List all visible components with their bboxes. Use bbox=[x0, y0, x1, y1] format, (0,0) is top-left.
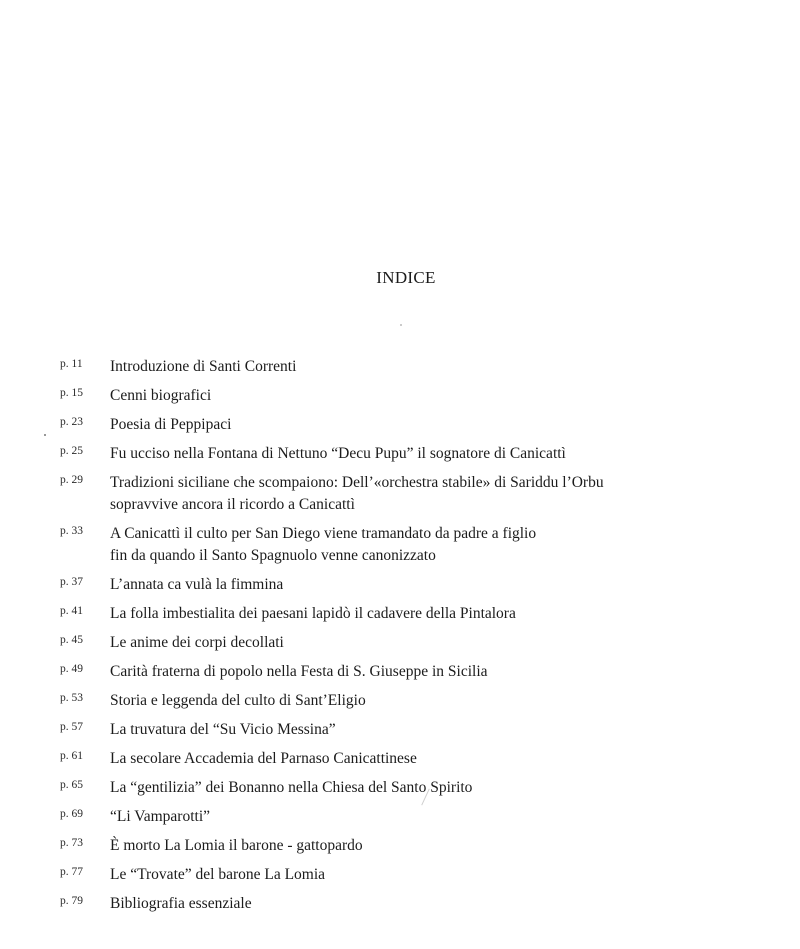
toc-entry-title bbox=[110, 574, 800, 596]
toc-entry-title bbox=[110, 443, 800, 465]
toc-page-number: p. 69 bbox=[60, 808, 83, 820]
toc-page-number: p. 61 bbox=[60, 750, 83, 762]
toc-entry bbox=[0, 443, 800, 465]
toc-entry bbox=[0, 893, 800, 915]
toc-entry-line: La “gentilizia” dei Bonanno nella Chiesa del Santo Spirito bbox=[110, 779, 473, 796]
toc-page-number: p. 45 bbox=[60, 634, 83, 646]
toc-entry bbox=[0, 748, 800, 770]
toc-entry-title bbox=[110, 806, 800, 828]
toc-page-number: p. 77 bbox=[60, 866, 83, 878]
table-of-contents bbox=[0, 356, 800, 922]
toc-entry-line: La truvatura del “Su Vicio Messina” bbox=[110, 721, 336, 738]
toc-entry-title bbox=[110, 523, 800, 567]
toc-page-number: p. 79 bbox=[60, 895, 83, 907]
toc-page-number: p. 15 bbox=[60, 387, 83, 399]
toc-entry bbox=[0, 603, 800, 625]
toc-page-number: p. 23 bbox=[60, 416, 83, 428]
toc-entry-line: Cenni biografici bbox=[110, 387, 212, 404]
page-title: INDICE bbox=[376, 268, 436, 287]
toc-entry-title bbox=[110, 719, 800, 741]
toc-page-number: p. 57 bbox=[60, 721, 83, 733]
toc-entry bbox=[0, 661, 800, 683]
toc-entry-title bbox=[110, 893, 800, 915]
toc-entry bbox=[0, 385, 800, 407]
toc-page-number: p. 53 bbox=[60, 692, 83, 704]
toc-entry-line: Le anime dei corpi decollati bbox=[110, 634, 284, 651]
toc-entry-line: fin da quando il Santo Spagnuolo venne canonizzato bbox=[110, 547, 436, 564]
toc-entry bbox=[0, 632, 800, 654]
toc-entry bbox=[0, 864, 800, 886]
toc-entry-title bbox=[110, 632, 800, 654]
toc-page-number: p. 73 bbox=[60, 837, 83, 849]
toc-entry-title bbox=[110, 777, 800, 799]
toc-entry-line: Storia e leggenda del culto di Sant’Eligio bbox=[110, 692, 366, 709]
toc-entry bbox=[0, 690, 800, 712]
toc-entry-title bbox=[110, 414, 800, 436]
toc-entry bbox=[0, 574, 800, 596]
toc-entry-line: A Canicattì il culto per San Diego viene tramandato da padre a figlio bbox=[110, 525, 537, 542]
toc-page-number: p. 49 bbox=[60, 663, 83, 675]
toc-entry-title bbox=[110, 661, 800, 683]
toc-entry-title bbox=[110, 356, 800, 378]
toc-entry-line: Introduzione di Santi Correnti bbox=[110, 358, 297, 375]
toc-entry-line: Le “Trovate” del barone La Lomia bbox=[110, 866, 326, 883]
toc-page-number: p. 33 bbox=[60, 525, 83, 537]
toc-entry-line: L’annata ca vulà la fimmina bbox=[110, 576, 284, 593]
toc-entry-line: Poesia di Peppipaci bbox=[110, 416, 232, 433]
toc-entry bbox=[0, 356, 800, 378]
toc-page-number: p. 41 bbox=[60, 605, 83, 617]
scan-speck bbox=[400, 324, 402, 326]
toc-entry-line: La secolare Accademia del Parnaso Canicattinese bbox=[110, 750, 417, 767]
toc-entry bbox=[0, 806, 800, 828]
toc-entry bbox=[0, 523, 800, 567]
toc-page-number: p. 65 bbox=[60, 779, 83, 791]
toc-entry-title bbox=[110, 748, 800, 770]
toc-entry bbox=[0, 835, 800, 857]
toc-entry-title bbox=[110, 690, 800, 712]
toc-page-number: p. 11 bbox=[60, 358, 83, 370]
toc-entry-title bbox=[110, 472, 800, 516]
toc-page-number: p. 29 bbox=[60, 474, 83, 486]
toc-entry-title bbox=[110, 385, 800, 407]
toc-entry-line: È morto La Lomia il barone - gattopardo bbox=[110, 837, 363, 854]
toc-entry bbox=[0, 719, 800, 741]
toc-entry-line: “Li Vamparotti” bbox=[110, 808, 211, 825]
toc-entry-line: Carità fraterna di popolo nella Festa di S. Giuseppe in Sicilia bbox=[110, 663, 488, 680]
toc-entry bbox=[0, 777, 800, 799]
toc-entry-title bbox=[110, 864, 800, 886]
toc-entry-line: Bibliografia essenziale bbox=[110, 895, 252, 912]
toc-page-number: p. 25 bbox=[60, 445, 83, 457]
toc-entry-line: sopravvive ancora il ricordo a Canicattì bbox=[110, 496, 355, 513]
toc-entry-line: Tradizioni siciliane che scompaiono: Dell’«orchestra stabile» di Sariddu l’Orbu bbox=[110, 474, 604, 491]
toc-entry-line: La folla imbestialita dei paesani lapidò il cadavere della Pintalora bbox=[110, 605, 516, 622]
toc-entry bbox=[0, 414, 800, 436]
toc-entry-line: Fu ucciso nella Fontana di Nettuno “Decu Pupu” il sognatore di Canicattì bbox=[110, 445, 566, 462]
toc-entry-title bbox=[110, 835, 800, 857]
toc-entry-title bbox=[110, 603, 800, 625]
toc-entry bbox=[0, 472, 800, 516]
toc-page-number: p. 37 bbox=[60, 576, 83, 588]
